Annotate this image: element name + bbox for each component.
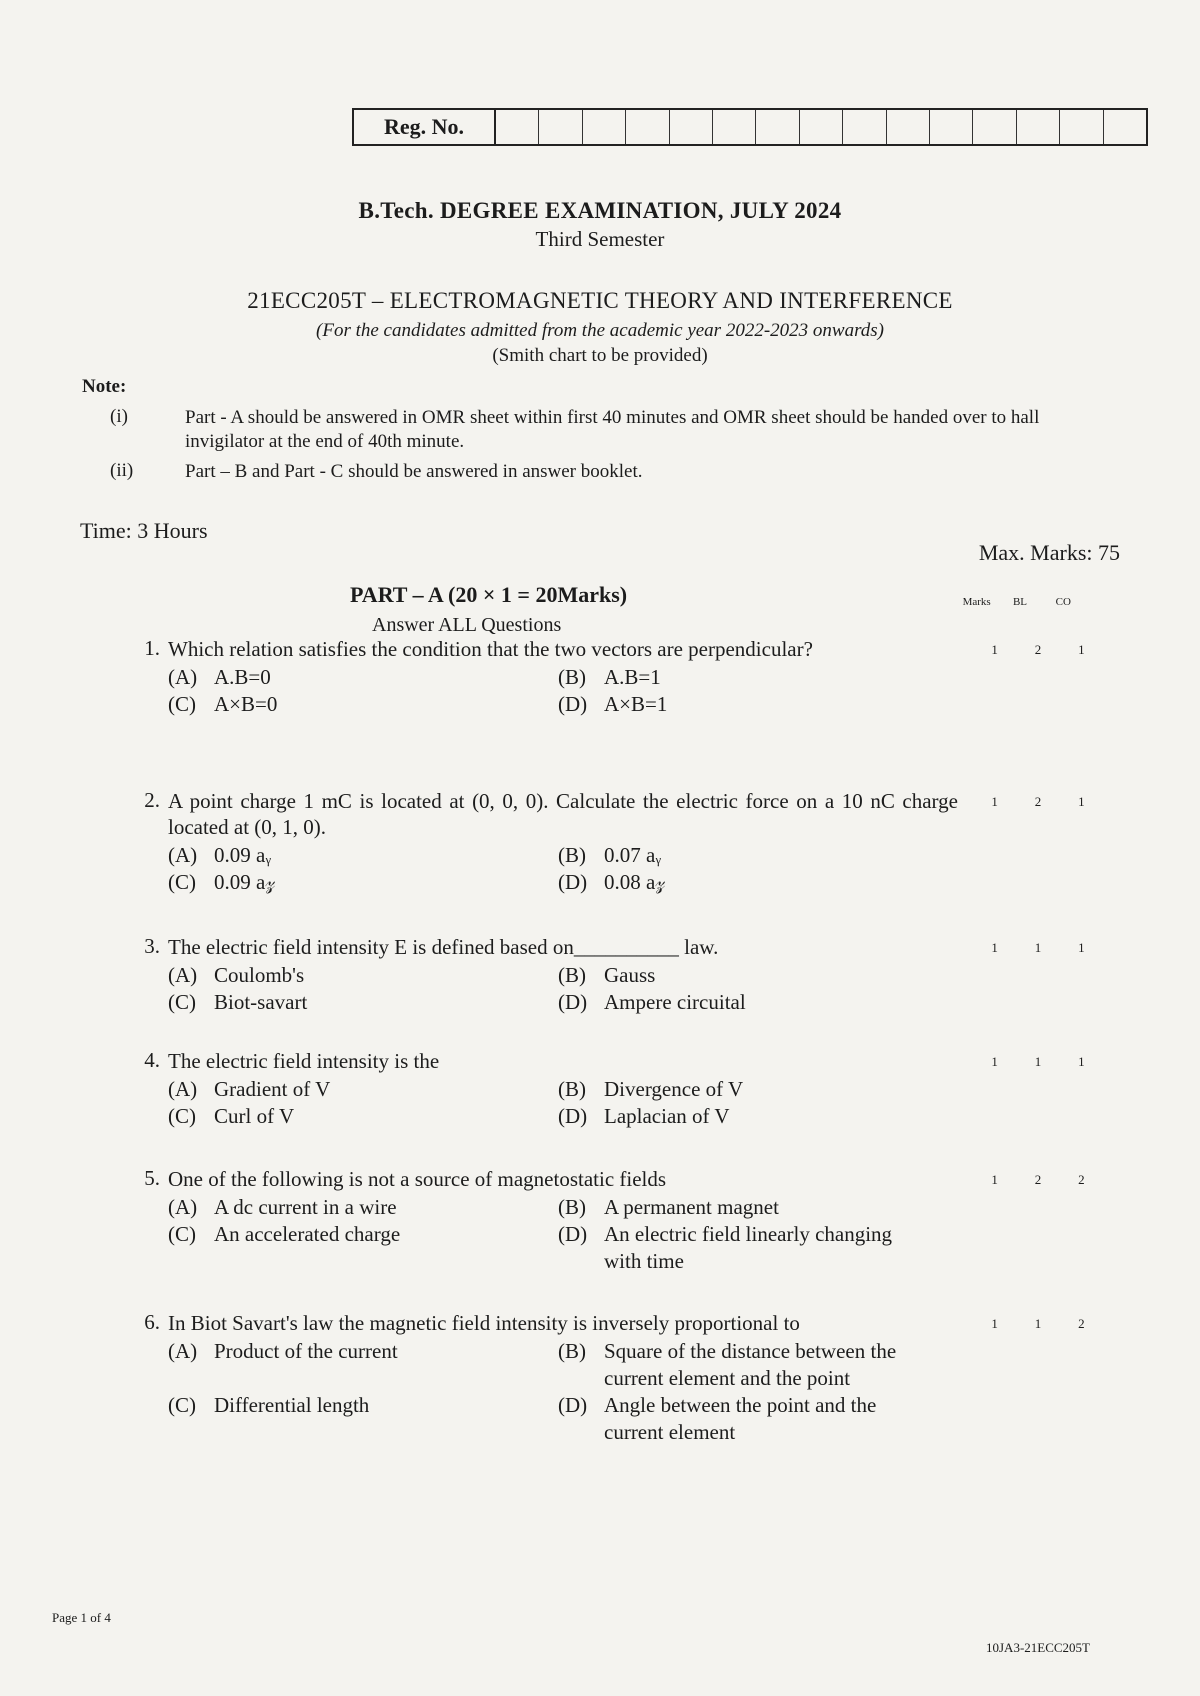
answer-option [558, 691, 948, 718]
option-text: An electric field linearly changing with time [604, 1222, 893, 1273]
note-number: (ii) [110, 460, 134, 481]
option-text: Coulomb's [214, 963, 305, 987]
note-text: Part - A should be answered in OMR sheet within first 40 minutes and OMR sheet should be handed over to hall invigilator at the end of 40th minute. [185, 407, 1040, 452]
exam-title: B.Tech. DEGREE EXAMINATION, JULY 2024 [358, 198, 842, 223]
reg-no-cell [756, 110, 799, 144]
option-letter: (D) [558, 870, 588, 894]
answer-option [168, 989, 558, 1016]
option-letter: (D) [558, 1222, 588, 1246]
option-text: Curl of V [214, 1104, 295, 1128]
option-letter: (A) [168, 665, 198, 689]
option-letter: (C) [168, 1393, 196, 1417]
reg-no-cell [583, 110, 626, 144]
option-letter: (D) [558, 1104, 588, 1128]
question-number: 3. [144, 934, 160, 958]
option-letter: (A) [168, 843, 198, 867]
option-text: Square of the distance between the current element and the point [604, 1339, 897, 1390]
option-text: A×B=0 [214, 692, 278, 716]
question-item [120, 788, 1120, 896]
option-text: Angle between the point and the current element [604, 1393, 877, 1444]
question-co: 2 [1078, 1172, 1085, 1187]
question-number: 6. [144, 1310, 160, 1334]
question-marks: 1 [991, 1172, 998, 1187]
question-bl: 2 [1034, 794, 1042, 809]
max-marks: Max. Marks: 75 [978, 540, 1120, 565]
option-text: Divergence of V [604, 1077, 744, 1101]
answer-option [558, 1103, 948, 1130]
option-text: A.B=1 [604, 665, 661, 689]
option-letter: (B) [558, 1339, 586, 1363]
bl-header: BL [1012, 596, 1028, 608]
question-number: 2. [144, 788, 160, 812]
answer-option [558, 989, 948, 1016]
column-headers [955, 596, 1085, 608]
question-item [120, 934, 1120, 1016]
question-marks: 1 [991, 794, 998, 809]
answer-option [558, 664, 948, 691]
option-letter: (A) [168, 1339, 198, 1363]
reg-no-label: Reg. No. [354, 110, 496, 144]
option-text: A dc current in a wire [214, 1195, 397, 1219]
page-number: Page 1 of 4 [52, 1610, 111, 1625]
course-title: 21ECC205T – ELECTROMAGNETIC THEORY AND INTERFERENCE [247, 288, 953, 313]
answer-option [168, 1103, 558, 1130]
option-text: 0.09 a𝓏 [214, 870, 276, 894]
reg-no-cell [539, 110, 582, 144]
question-bl: 1 [1034, 940, 1042, 955]
option-letter: (B) [558, 1077, 586, 1101]
marks-header: Marks [962, 596, 991, 608]
option-text: Ampere circuital [604, 990, 746, 1014]
question-item [120, 1048, 1120, 1130]
question-bl: 2 [1034, 642, 1042, 657]
answer-option [558, 1076, 948, 1103]
note-label: Note: [82, 376, 127, 397]
option-letter: (C) [168, 692, 196, 716]
question-number: 4. [144, 1048, 160, 1072]
answer-option [168, 962, 558, 989]
option-text: Gradient of V [214, 1077, 331, 1101]
answer-option [168, 1194, 558, 1221]
option-letter: (D) [558, 692, 588, 716]
part-a-title: PART – A (20 × 1 = 20Marks) [350, 582, 628, 607]
reg-no-cell [713, 110, 756, 144]
part-a-subtitle: Answer ALL Questions [372, 614, 562, 636]
question-item [120, 1166, 1120, 1275]
reg-no-cell [800, 110, 843, 144]
option-letter: (A) [168, 1077, 198, 1101]
question-marks: 1 [991, 1316, 998, 1331]
option-letter: (D) [558, 990, 588, 1014]
option-text: Laplacian of V [604, 1104, 730, 1128]
answer-option [558, 869, 948, 896]
smith-note: (Smith chart to be provided) [492, 345, 708, 366]
question-bl: 1 [1034, 1054, 1042, 1069]
option-text: A.B=0 [214, 665, 271, 689]
note-text: Part – B and Part - C should be answered in answer booklet. [185, 461, 643, 482]
reg-no-cell [496, 110, 539, 144]
question-text: One of the following is not a source of magnetostatic fields [168, 1167, 667, 1191]
question-text: The electric field intensity is the [168, 1049, 440, 1073]
answer-option [168, 842, 558, 869]
note-number: (i) [110, 406, 128, 427]
question-marks: 1 [991, 642, 998, 657]
semester: Third Semester [535, 227, 665, 251]
question-co: 1 [1078, 940, 1085, 955]
note-item [110, 460, 1120, 484]
reg-no-cell [1060, 110, 1103, 144]
answer-option [168, 869, 558, 896]
answer-option [558, 1338, 948, 1392]
option-letter: (B) [558, 1195, 586, 1219]
reg-no-cells [496, 110, 1146, 144]
co-header: CO [1055, 596, 1071, 608]
question-co: 1 [1078, 642, 1085, 657]
option-letter: (C) [168, 1222, 196, 1246]
option-letter: (C) [168, 870, 196, 894]
time-label: Time: 3 Hours [80, 518, 208, 543]
reg-no-cell [930, 110, 973, 144]
question-number: 5. [144, 1166, 160, 1190]
option-text: 0.07 aᵧ [604, 843, 661, 867]
option-letter: (D) [558, 1393, 588, 1417]
answer-option [168, 1338, 558, 1392]
question-co: 1 [1078, 1054, 1085, 1069]
reg-no-cell [973, 110, 1016, 144]
option-letter: (B) [558, 843, 586, 867]
question-item [120, 1310, 1120, 1446]
reg-no-cell [887, 110, 930, 144]
option-letter: (B) [558, 665, 586, 689]
option-text: Biot-savart [214, 990, 308, 1014]
answer-option [558, 842, 948, 869]
option-letter: (A) [168, 963, 198, 987]
question-co: 2 [1078, 1316, 1085, 1331]
question-co: 1 [1078, 794, 1085, 809]
option-letter: (A) [168, 1195, 198, 1219]
answer-option [168, 1392, 558, 1446]
answer-option [558, 962, 948, 989]
note-item [110, 406, 1120, 454]
question-marks: 1 [991, 940, 998, 955]
question-text: The electric field intensity E is defined based on__________ law. [168, 935, 719, 959]
option-letter: (C) [168, 1104, 196, 1128]
answer-option [558, 1392, 948, 1446]
option-text: A permanent magnet [604, 1195, 779, 1219]
answer-option [168, 1076, 558, 1103]
question-text: In Biot Savart's law the magnetic field intensity is inversely proportional to [168, 1311, 800, 1335]
question-bl: 1 [1034, 1316, 1042, 1331]
option-letter: (C) [168, 990, 196, 1014]
question-bl: 2 [1034, 1172, 1042, 1187]
option-text: Gauss [604, 963, 656, 987]
option-text: Product of the current [214, 1339, 398, 1363]
reg-no-cell [1104, 110, 1146, 144]
question-number: 1. [144, 636, 160, 660]
option-letter: (B) [558, 963, 586, 987]
question-text: A point charge 1 mC is located at (0, 0, 0). Calculate the electric force on a 10 nC charge located at (0, 1, 0). [168, 789, 958, 839]
option-text: 0.08 a𝓏 [604, 870, 666, 894]
admit-note: (For the candidates admitted from the academic year 2022-2023 onwards) [316, 320, 884, 341]
answer-option [168, 1221, 558, 1275]
option-text: An accelerated charge [214, 1222, 401, 1246]
reg-no-cell [670, 110, 713, 144]
answer-option [558, 1221, 948, 1275]
question-item [120, 636, 1120, 718]
reg-no-cell [1017, 110, 1060, 144]
question-marks: 1 [991, 1054, 998, 1069]
paper-code: 10JA3-21ECC205T [986, 1640, 1090, 1655]
question-text: Which relation satisfies the condition that the two vectors are perpendicular? [168, 637, 813, 661]
option-text: A×B=1 [604, 692, 668, 716]
option-text: Differential length [214, 1393, 370, 1417]
answer-option [168, 664, 558, 691]
option-text: 0.09 aᵧ [214, 843, 271, 867]
reg-no-cell [843, 110, 886, 144]
answer-option [168, 691, 558, 718]
answer-option [558, 1194, 948, 1221]
reg-no-cell [626, 110, 669, 144]
reg-no-box [352, 108, 1148, 146]
